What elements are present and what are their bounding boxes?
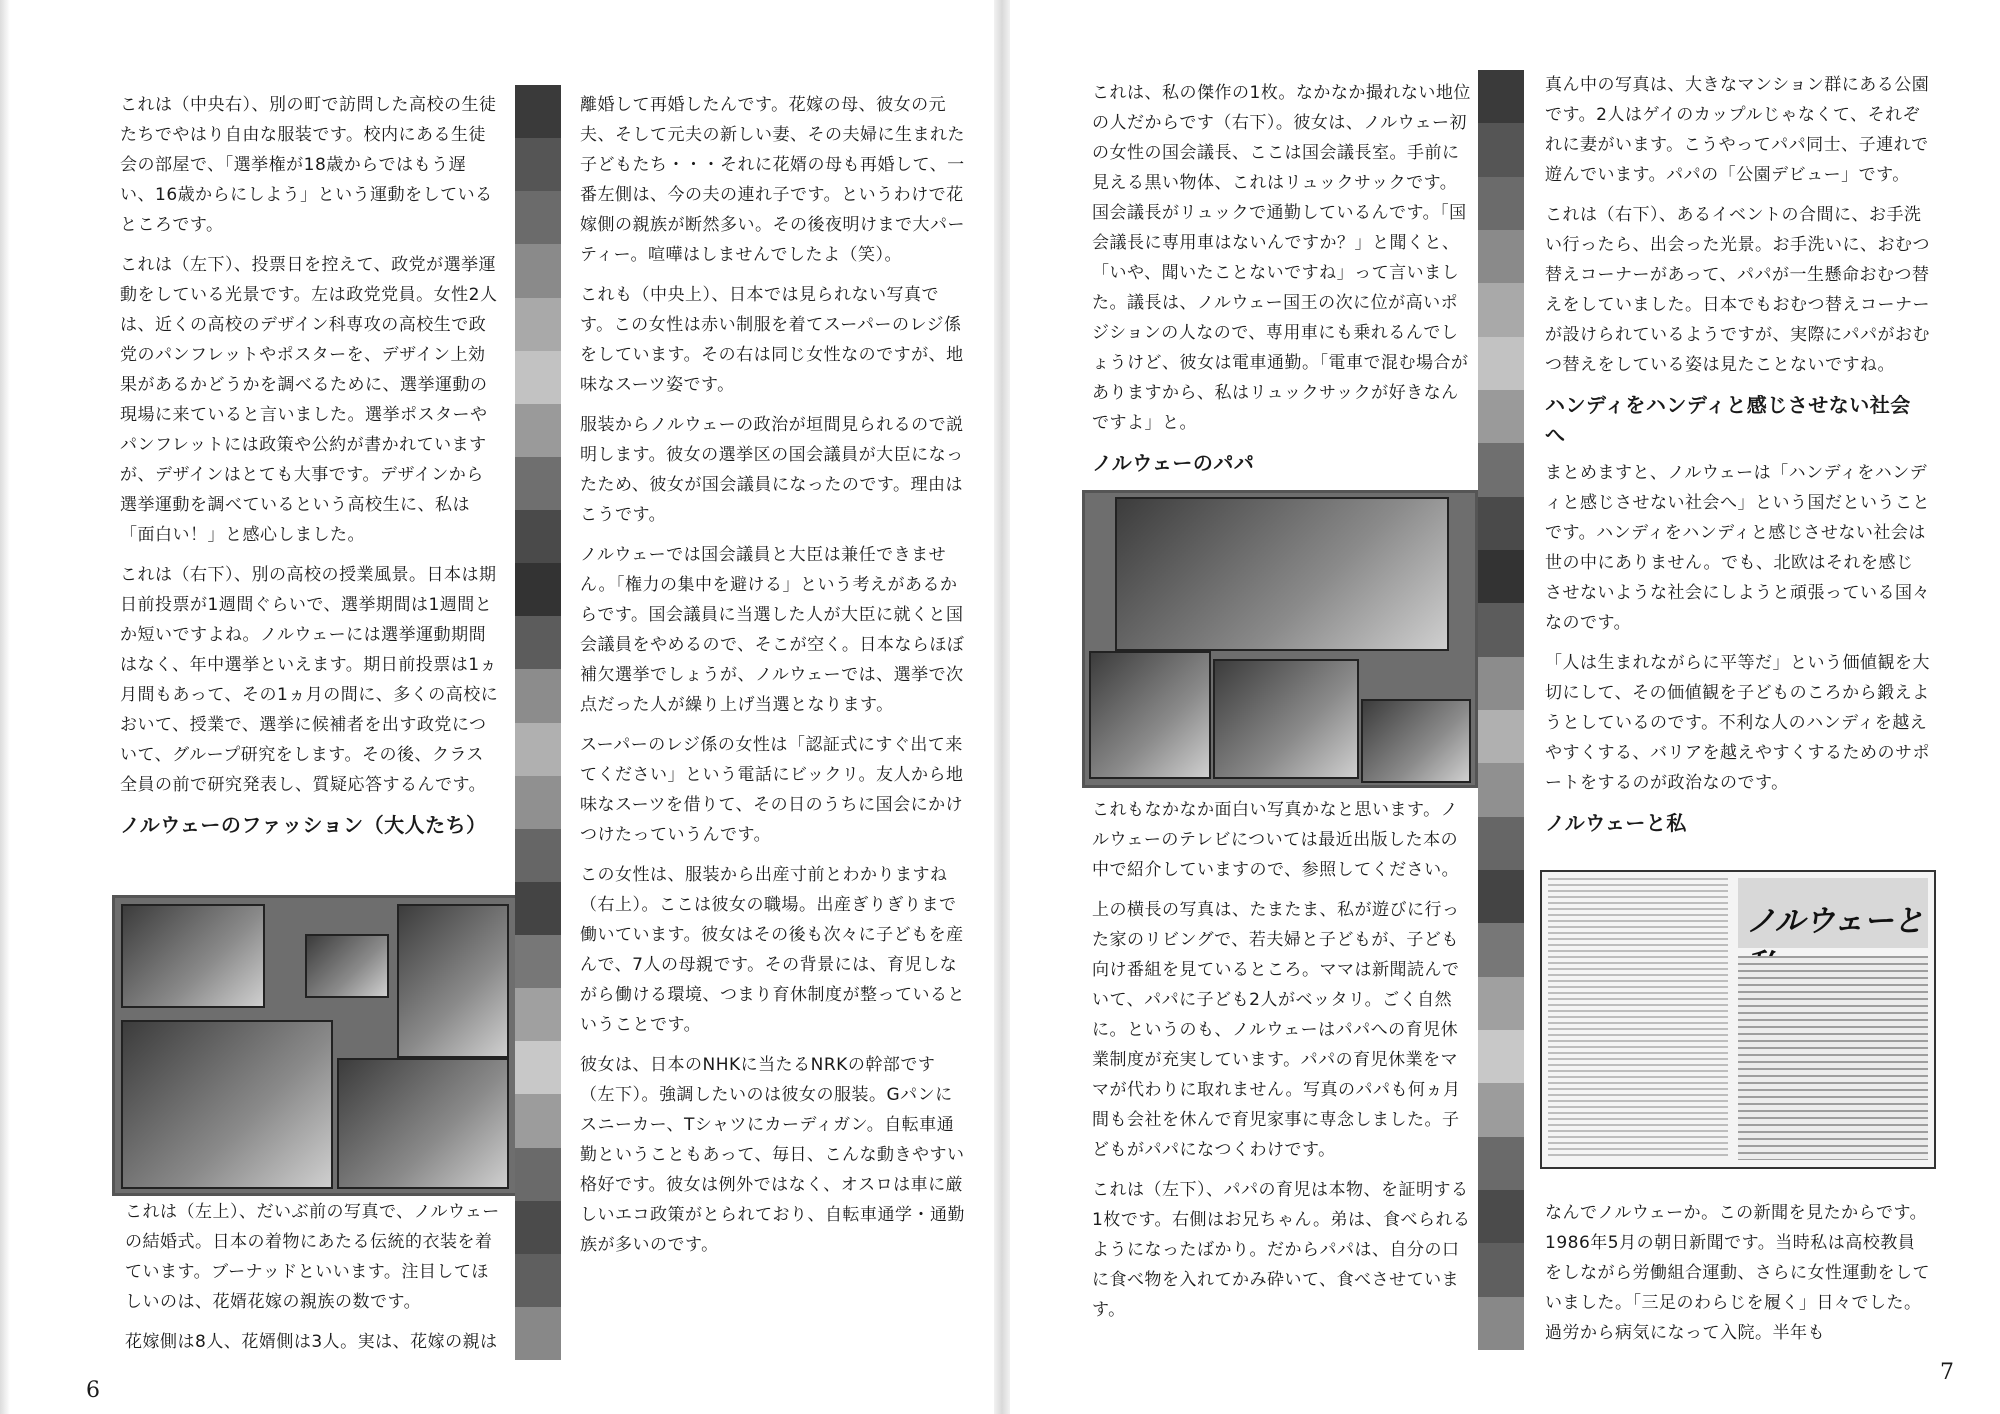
paragraph: 花嫁側は8人、花婿側は3人。実は、花嫁の親は [125,1332,498,1352]
paragraph: これは（右下）、あるイベントの合間に、お手洗い行ったら、出会った光景。お手洗いに、おむつ替えコーナーがあって、パパが一生懸命おむつ替えをしていました。日本でもおむつ替えコーナーが設けられているようですが、実際にパパがおむつ替えをしている姿は見たことないですね。 [1545,205,1930,375]
paragraph: 真ん中の写真は、大きなマンション群にある公園です。2人はゲイのカップルじゃなくて、それぞれに妻がいます。こうやってパパ同士、子連れで遊んでいます。パパの「公園デビュー」です。 [1545,75,1930,185]
pregnant-woman-photo [397,904,509,1058]
right-column-2 [1545,70,1930,846]
paragraph: 「人は生まれながらに平等だ」という価値観を大切にして、その価値観を子どものころから鍛えようとしているのです。不利な人のハンディを越えやすくする、バリアを越えやすくするためのサポートをするのが政治なのです。 [1545,653,1930,793]
papa-photo-collage [1082,490,1478,788]
section-heading-handy: ハンディをハンディと感じさせない社会へ [1545,393,1911,447]
paragraph: 離婚して再婚したんです。花嫁の母、彼女の元夫、そして元夫の新しい妻、その夫婦に生まれた子どもたち・・・それに花婿の母も再婚して、一番左側は、今の夫の連れ子です。というわけで花嫁側の親族が断然多い。その後夜明けまで大パーティー。喧嘩はしませんでしたよ（笑）。 [580,95,965,265]
paragraph: スーパーのレジ係の女性は「認証式にすぐ出て来てください」という電話にビックリ。友人から地味なスーツを借りて、その日のうちに国会にかけつけたっていうんです。 [580,735,964,845]
wedding-photo [121,904,265,1008]
paragraph: なんでノルウェーか。この新聞を見たからです。1986年5月の朝日新聞です。当時私は高校教員をしながら労働組合運動、さらに女性運動をしていました。「三足のわらじを履く」日々でした。過労から病気になって入院。半年も [1545,1203,1930,1343]
cashier-photo [305,934,389,998]
paragraph: これは（中央右）、別の町で訪問した高校の生徒たちでやはり自由な服装です。校内にある生徒会の部屋で、「選挙権が18歳からではもう遅い、16歳からにしよう」という運動をしているところです。 [120,95,497,235]
section-heading-fashion: ノルウェーのファッション（大人たち） [120,813,487,837]
right-column-1-after [1092,795,1472,1335]
paragraph: この女性は、服装から出産寸前とわかりますね（右上）。ここは彼女の職場。出産ぎりぎりまで働いています。彼女はその後も次々に子どもを産んで、7人の母親です。その背景には、育児しながら働ける環境、つまり育休制度が整っているということです。 [580,865,965,1035]
paragraph: 服装からノルウェーの政治が垣間見られるので説明します。彼女の選挙区の国会議員が大臣になったため、彼女が国会議員になったのです。理由はこうです。 [580,415,964,525]
left-column-1 [120,90,500,848]
clipping-title: ノルウェーと [1746,905,1924,938]
fashion-photo-collage [112,895,518,1196]
nrk-executive-photo [121,1020,333,1189]
clipping-body-text-image [1738,956,1928,1160]
page-number-right: 7 [1940,1360,1954,1385]
left-column-1-after [125,1197,505,1367]
decorative-gradient-bar [515,85,561,1360]
office-photo [337,1058,509,1189]
decorative-gradient-bar [1478,70,1524,1350]
paragraph: これは（左下）、投票日を控えて、政党が選挙運動をしている光景です。左は政党党員。女性2人は、近くの高校のデザイン科専攻の高校生で政党のパンフレットやポスターを、デザイン上効果があるかどうかを調べるために、選挙運動の現場に来ていると言いました。選挙ポスターやパンフレットには政策や公約が書かれていますが、デザインはとても大事です。デザインから選挙運動を調べているという高校生に、私は「面白い！」と感心しました。 [120,255,498,545]
paragraph: まとめますと、ノルウェーは「ハンディをハンディと感じさせない社会へ」という国だということです。ハンディをハンディと感じさせない社会は世の中にありません。でも、北欧はそれを感じさせないような社会にしようと頑張っている国々なのです。 [1545,463,1930,633]
newspaper-clipping [1540,870,1936,1169]
paragraph: これは、私の傑作の1枚。なかなか撮れない地位の人だからです（右下）。彼女は、ノルウェー初の女性の国会議長、ここは国会議長室。手前に見える黒い物体、これはリュックサックです。国会議長がリュックで通勤しているんです。「国会議長に専用車はないんですか？」と聞くと、「いや、聞いたことないですね」って言いました。議長は、ノルウェー国王の次に位が高いポジションの人なので、専用車にも乗れるんでしょうけど、彼女は電車通勤。「電車で混む場合がありますから、私はリュックサックが好きなんですよ」と。 [1092,83,1471,433]
paragraph: 上の横長の写真は、たまたま、私が遊びに行った家のリビングで、若夫婦と子どもが、子ども向け番組を見ているところ。ママは新聞読んでいて、パパに子ども2人がベッタリ。ごく自然に。というのも、ノルウェーはパパへの育児休業制度が充実しています。パパの育児休業をママが代わりに取れません。写真のパパも何ヵ月間も会社を休んで育児家事に専念しました。子どもがパパになつくわけです。 [1092,900,1461,1160]
paragraph: これは（左上）、だいぶ前の写真で、ノルウェーの結婚式。日本の着物にあたる伝統的衣装を着ています。ブーナッドといいます。注目してほしいのは、花婿花嫁の親族の数です。 [125,1202,500,1312]
paragraph: これも（中央上）、日本では見られない写真です。この女性は赤い制服を着てスーパーのレジ係をしています。その右は同じ女性なのですが、地味なスーツ姿です。 [580,285,964,395]
section-heading-me: ノルウェーと私 [1545,811,1687,835]
paragraph: これもなかなか面白い写真かなと思います。ノルウェーのテレビについては最近出版した本の中で紹介していますので、参照してください。 [1092,800,1460,880]
paragraph: 彼女は、日本のNHKに当たるNRKの幹部です（左下）。強調したいのは彼女の服装。Gパンにスニーカー、Tシャツにカーディガン。自転車通勤ということもあって、毎日、こんな動きやすい格好です。彼女は例外ではなく、オスロは車に厳しいエコ政策がとられており、自転車通学・通勤族が多いのです。 [580,1055,965,1255]
park-photo [1213,659,1359,779]
page-spine [994,0,1010,1414]
newspaper-text-image [1548,878,1728,1158]
left-column-2 [580,90,965,1270]
paragraph: ノルウェーでは国会議員と大臣は兼任できません。「権力の集中を避ける」という考えがあるからです。国会議員に当選した人が大臣に就くと国会議員をやめるので、そこが空く。日本ならほぼ補欠選挙でしょうが、ノルウェーでは、選挙で次点だった人が繰り上げ当選となります。 [580,545,965,715]
paragraph: これは（右下）、別の高校の授業風景。日本は期日前投票が1週間ぐらいで、選挙期間は1週間とか短いですよね。ノルウェーには選挙運動期間はなく、年中選挙といえます。期日前投票は1ヵ月間もあって、その1ヵ月の間に、多くの高校において、授業で、選挙に候補者を出す政党について、グループ研究をします。その後、クラス全員の前で研究発表し、質疑応答するんです。 [120,565,499,795]
feeding-photo [1089,651,1211,779]
section-heading-papa: ノルウェーのパパ [1092,451,1255,475]
paragraph: これは（左下）、パパの育児は本物、を証明する1枚です。右側はお兄ちゃん。弟は、食べられるようになったばかり。だからパパは、自分の口に食べ物を入れてかみ砕いて、食べさせています。 [1092,1180,1471,1320]
scan-edge [0,0,10,1414]
living-room-photo [1115,497,1449,651]
diaper-change-photo [1361,699,1471,783]
page-number-left: 6 [86,1378,100,1403]
right-column-1 [1092,78,1472,486]
right-column-2-after [1545,1198,1930,1358]
